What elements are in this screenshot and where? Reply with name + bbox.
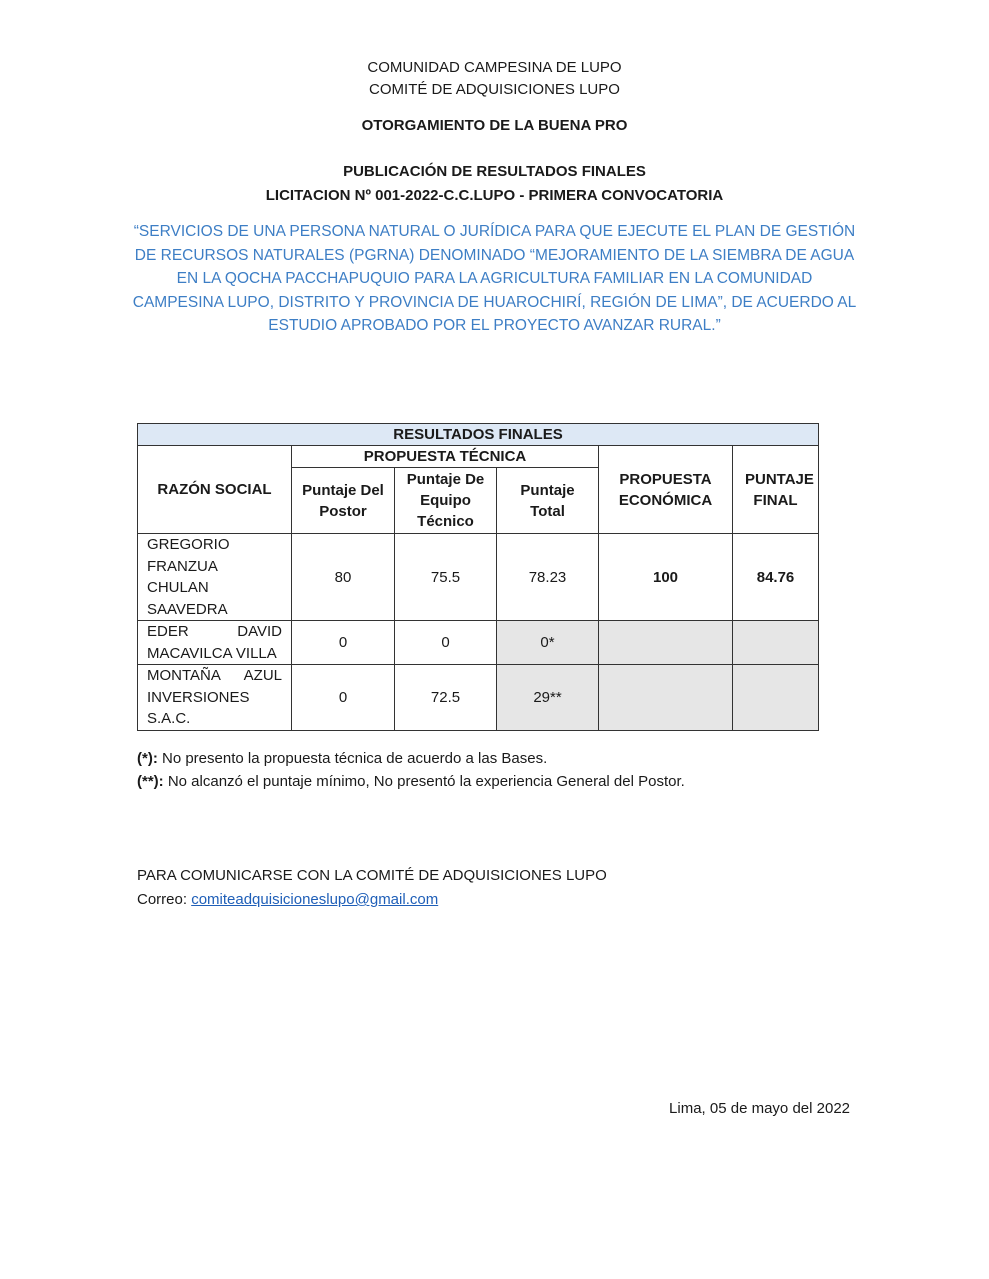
col-header-puntaje-total: Puntaje Total [497, 468, 599, 534]
col-header-puntaje-equipo: Puntaje De Equipo Técnico [395, 468, 497, 534]
footnote-single-asterisk [137, 748, 547, 770]
row-puntaje-total: 78.23 [497, 534, 599, 621]
col-group-propuesta-tecnica: PROPUESTA TÉCNICA [292, 446, 599, 468]
email-label: Correo: [137, 891, 192, 908]
tender-subject: “SERVICIOS DE UNA PERSONA NATURAL O JURÍDICA PARA QUE EJECUTE EL PLAN DE GESTIÓN DE RECURSOS NATURALES (PGRNA) DENOMINADO “MEJORAMIENTO DE LA SIEMBRA DE AGUA EN LA QOCHA PACCHAPUQUIO PARA LA AGRICULTURA FAMILIAR EN LA COMUNIDAD CAMPESINA LUPO, DISTRITO Y PROVINCIA DE HUAROCHIRÍ, REGIÓN DE LIMA”, DE ACUERDO AL ESTUDIO APROBADO POR EL PROYECTO AVANZAR RURAL.” [132, 223, 857, 335]
col-header-propuesta-economica: PROPUESTA ECONÓMICA [599, 446, 733, 534]
row-puntaje-postor: 0 [292, 665, 395, 731]
row-puntaje-total: 29** [497, 665, 599, 731]
row-propuesta-economica: 100 [599, 534, 733, 621]
row-razon-social: EDER DAVID MACAVILCA VILLA [138, 621, 292, 665]
document-date: Lima, 05 de mayo del 2022 [669, 1100, 850, 1117]
footnote-mark: (*): [137, 750, 158, 767]
table-title: RESULTADOS FINALES [138, 424, 819, 446]
table-row [138, 621, 819, 665]
table-row [138, 534, 819, 621]
publication-heading: PUBLICACIÓN DE RESULTADOS FINALES [343, 163, 646, 180]
row-puntaje-final: 84.76 [733, 534, 819, 621]
footnote-text: No alcanzó el puntaje mínimo, No presentó la experiencia General del Postor. [163, 773, 685, 790]
col-header-puntaje-postor: Puntaje Del Postor [292, 468, 395, 534]
row-puntaje-equipo: 75.5 [395, 534, 497, 621]
tender-heading: LICITACION Nº 001-2022-C.C.LUPO - PRIMERA CONVOCATORIA [265, 187, 724, 204]
row-razon-social: MONTAÑA AZUL INVERSIONES S.A.C. [138, 665, 292, 731]
org-name: COMUNIDAD CAMPESINA DE LUPO [367, 59, 622, 76]
col-header-puntaje-final: PUNTAJE FINAL [733, 446, 819, 534]
contact-email-row [137, 888, 438, 912]
committee-name: COMITÉ DE ADQUISICIONES LUPO [369, 81, 620, 98]
row-razon-social: GREGORIO FRANZUA CHULAN SAAVEDRA [138, 534, 292, 621]
results-table [137, 423, 819, 731]
footnote-text: No presento la propuesta técnica de acuerdo a las Bases. [157, 750, 548, 767]
email-link[interactable]: comiteadquisicioneslupo@gmail.com [191, 891, 439, 908]
col-header-razon-social: RAZÓN SOCIAL [138, 446, 292, 534]
row-puntaje-equipo: 72.5 [395, 665, 497, 731]
row-propuesta-economica [599, 621, 733, 665]
row-puntaje-final [733, 665, 819, 731]
footnote-mark: (**): [137, 773, 164, 790]
table-row [138, 665, 819, 731]
footnote-double-asterisk [137, 771, 685, 793]
row-puntaje-total: 0* [497, 621, 599, 665]
row-puntaje-equipo: 0 [395, 621, 497, 665]
row-puntaje-postor: 0 [292, 621, 395, 665]
award-heading: OTORGAMIENTO DE LA BUENA PRO [361, 117, 628, 134]
row-puntaje-postor: 80 [292, 534, 395, 621]
contact-line: PARA COMUNICARSE CON LA COMITÉ DE ADQUISICIONES LUPO [137, 867, 607, 884]
row-propuesta-economica [599, 665, 733, 731]
row-puntaje-final [733, 621, 819, 665]
